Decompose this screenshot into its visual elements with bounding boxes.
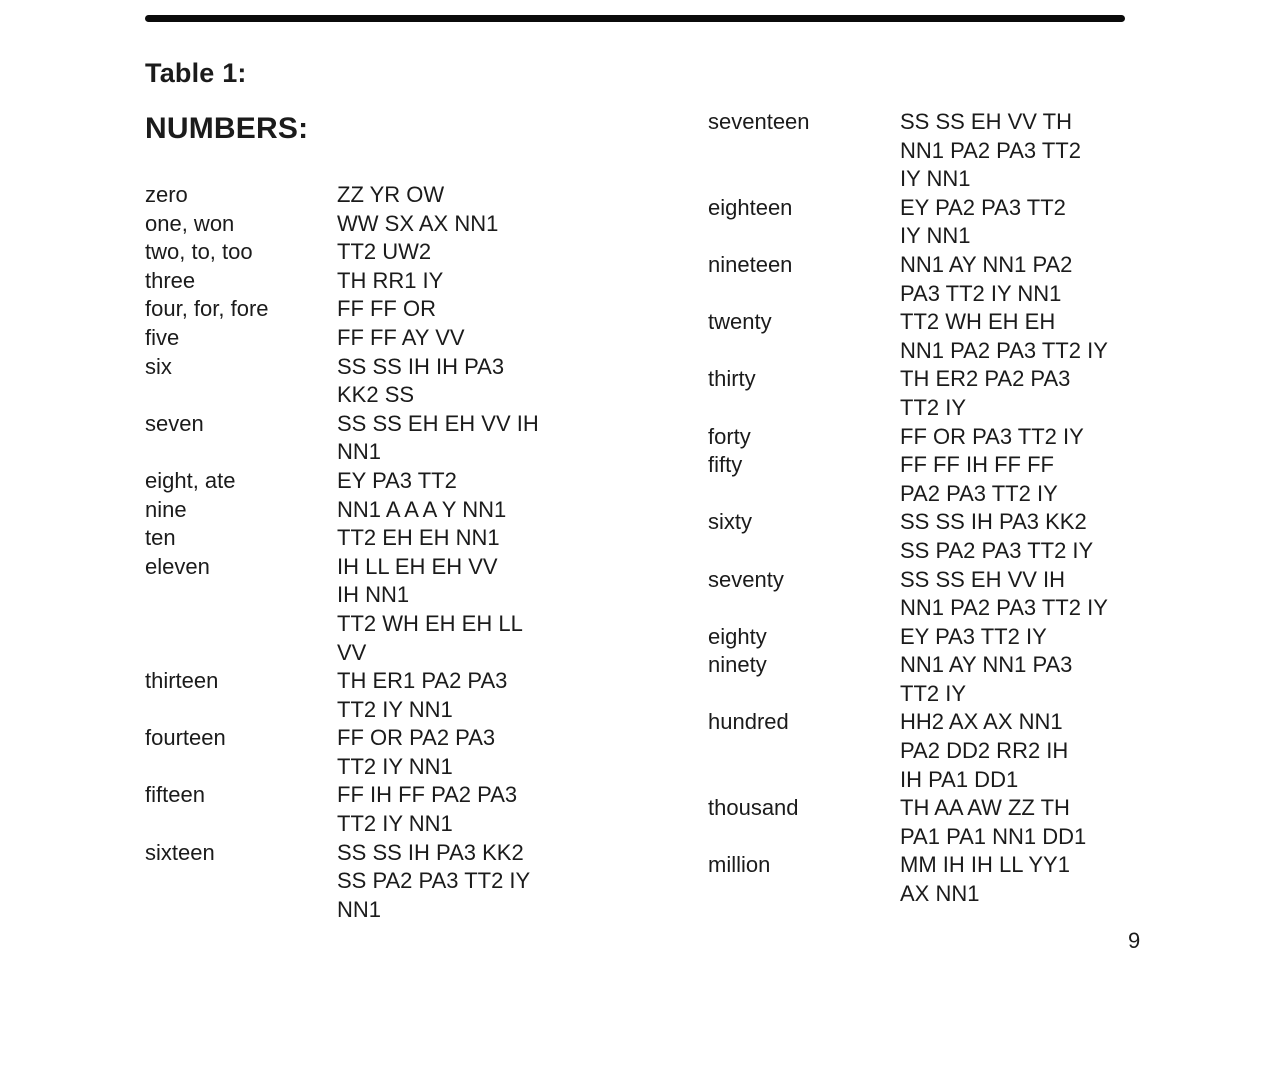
code-line: TT2 IY NN1 xyxy=(337,696,453,722)
entry-row xyxy=(145,295,585,324)
entry-row xyxy=(708,423,1158,452)
number-word: seven xyxy=(145,410,204,436)
code-line: NN1 xyxy=(337,439,382,465)
number-word: six xyxy=(145,353,172,379)
number-word: seventy xyxy=(708,566,784,592)
allophone-code xyxy=(900,423,1084,452)
code-line: PA3 TT2 IY NN1 xyxy=(900,280,1062,306)
number-word: twenty xyxy=(708,309,772,335)
allophone-code xyxy=(337,553,498,610)
entry-row xyxy=(145,324,585,353)
entry-row xyxy=(708,708,1158,794)
code-line: FF IH FF PA2 PA3 xyxy=(337,782,518,808)
allophone-code xyxy=(900,194,1066,251)
page-number: 9 xyxy=(1128,928,1141,953)
number-word: two, to, too xyxy=(145,239,253,265)
code-line: SS SS EH VV TH xyxy=(900,109,1072,134)
number-word: ten xyxy=(145,525,176,551)
code-line: ZZ YR OW xyxy=(337,182,445,207)
number-word: nine xyxy=(145,496,187,522)
entry-row xyxy=(708,251,1158,308)
entry-row xyxy=(145,181,585,210)
code-line: IY NN1 xyxy=(900,166,971,192)
code-line: PA2 DD2 RR2 IH xyxy=(900,738,1069,764)
allophone-code xyxy=(337,238,431,267)
code-line: FF FF AY VV xyxy=(337,324,465,350)
allophone-code xyxy=(337,610,523,667)
allophone-code xyxy=(900,508,1093,565)
number-word: eighteen xyxy=(708,194,793,220)
allophone-code xyxy=(900,566,1108,623)
allophone-code xyxy=(900,623,1047,652)
allophone-code xyxy=(337,724,495,781)
number-word: zero xyxy=(145,182,188,207)
entry-row xyxy=(708,508,1158,565)
code-line: NN1 A A A Y NN1 xyxy=(337,496,507,522)
code-line: TT2 WH EH EH LL xyxy=(337,610,523,636)
code-line: SS SS EH VV IH xyxy=(900,566,1066,592)
code-line: VV xyxy=(337,639,367,665)
entry-row xyxy=(145,238,585,267)
entry-row xyxy=(145,410,585,467)
code-line: IH LL EH EH VV xyxy=(337,553,498,579)
allophone-code xyxy=(337,181,444,210)
number-word: sixteen xyxy=(145,839,215,865)
number-word: five xyxy=(145,324,180,350)
code-line: IY NN1 xyxy=(900,223,971,249)
code-line: SS SS EH EH VV IH xyxy=(337,410,539,436)
code-line: SS SS IH IH PA3 xyxy=(337,353,505,379)
allophone-code xyxy=(900,251,1072,308)
code-line: WW SX AX NN1 xyxy=(337,210,499,236)
allophone-code xyxy=(900,651,1072,708)
number-word: thirteen xyxy=(145,668,219,694)
number-word: seventeen xyxy=(708,109,810,134)
code-line: HH2 AX AX NN1 xyxy=(900,709,1063,735)
allophone-code xyxy=(337,496,506,525)
entry-row xyxy=(145,839,585,925)
allophone-code xyxy=(337,467,457,496)
code-line: EY PA2 PA3 TT2 xyxy=(900,194,1066,220)
entry-row xyxy=(145,496,585,525)
entry-row xyxy=(145,267,585,296)
number-word: nineteen xyxy=(708,251,793,277)
allophone-code xyxy=(337,353,504,410)
allophone-code xyxy=(337,781,517,838)
entry-row xyxy=(145,781,585,838)
code-line: TH RR1 IY xyxy=(337,267,444,293)
entry-row xyxy=(708,566,1158,623)
code-line: TT2 IY NN1 xyxy=(337,811,453,837)
entry-row xyxy=(145,553,585,610)
entry-row xyxy=(708,365,1158,422)
number-word: eleven xyxy=(145,553,210,579)
entry-row xyxy=(145,667,585,724)
allophone-code xyxy=(900,851,1070,908)
entry-row xyxy=(708,451,1158,508)
number-word: four, for, fore xyxy=(145,296,269,322)
allophone-code xyxy=(900,365,1070,422)
entry-row xyxy=(145,724,585,781)
code-line: IH PA1 DD1 xyxy=(900,766,1019,792)
right-column xyxy=(708,108,1158,909)
code-line: PA1 PA1 NN1 DD1 xyxy=(900,823,1087,849)
code-line: IH NN1 xyxy=(337,582,410,608)
entry-row xyxy=(708,308,1158,365)
code-line: FF FF IH FF FF xyxy=(900,452,1054,478)
number-word: sixty xyxy=(708,509,752,535)
code-line: TT2 IY xyxy=(900,394,967,420)
entry-row xyxy=(145,524,585,553)
number-word: fifteen xyxy=(145,782,205,808)
code-line: PA2 PA3 TT2 IY xyxy=(900,480,1058,506)
code-line: TH ER2 PA2 PA3 xyxy=(900,366,1071,392)
allophone-code xyxy=(337,295,436,324)
number-word: fifty xyxy=(708,452,743,478)
number-word: one, won xyxy=(145,210,235,236)
code-line: SS SS IH PA3 KK2 xyxy=(900,509,1087,535)
entry-row xyxy=(708,108,1158,194)
code-line: KK2 SS xyxy=(337,382,415,408)
code-line: NN1 PA2 PA3 TT2 IY xyxy=(900,337,1108,363)
code-line: AX NN1 xyxy=(900,881,980,907)
code-line: NN1 PA2 PA3 TT2 IY xyxy=(900,595,1108,621)
code-line: TT2 WH EH EH xyxy=(900,309,1056,335)
entry-row xyxy=(145,353,585,410)
code-line: NN1 xyxy=(337,896,382,922)
number-word: forty xyxy=(708,423,751,449)
allophone-code xyxy=(337,410,539,467)
allophone-code xyxy=(900,451,1058,508)
code-line: FF OR PA2 PA3 xyxy=(337,725,496,751)
entry-row xyxy=(708,794,1158,851)
allophone-code xyxy=(337,267,443,296)
allophone-code xyxy=(337,667,507,724)
entry-row xyxy=(145,610,585,667)
number-word: million xyxy=(708,852,771,878)
code-line: TT2 IY NN1 xyxy=(337,753,453,779)
code-line: SS SS IH PA3 KK2 xyxy=(337,839,524,865)
allophone-code xyxy=(337,839,530,925)
number-word: hundred xyxy=(708,709,789,735)
page-title: NUMBERS: xyxy=(145,112,309,145)
table-label: Table 1: xyxy=(145,58,247,88)
allophone-code xyxy=(900,108,1081,194)
code-line: TH AA AW ZZ TH xyxy=(900,795,1070,821)
entry-row xyxy=(708,194,1158,251)
number-word: eight, ate xyxy=(145,467,236,493)
entry-row xyxy=(145,210,585,239)
code-line: NN1 AY NN1 PA2 xyxy=(900,251,1073,277)
entry-row xyxy=(708,851,1158,908)
allophone-code xyxy=(337,324,465,353)
allophone-code xyxy=(900,794,1086,851)
code-line: EY PA3 TT2 IY xyxy=(900,623,1047,649)
number-word: fourteen xyxy=(145,725,226,751)
number-word: ninety xyxy=(708,652,767,678)
code-line: TH ER1 PA2 PA3 xyxy=(337,668,508,694)
code-line: MM IH IH LL YY1 xyxy=(900,852,1070,878)
code-line: NN1 AY NN1 PA3 xyxy=(900,652,1073,678)
entry-row xyxy=(145,467,585,496)
entry-row xyxy=(708,623,1158,652)
code-line: TT2 UW2 xyxy=(337,239,432,265)
allophone-code xyxy=(337,210,498,239)
code-line: FF OR PA3 TT2 IY xyxy=(900,423,1084,449)
code-line: EY PA3 TT2 xyxy=(337,467,457,493)
entry-row xyxy=(708,651,1158,708)
number-word: thirty xyxy=(708,366,756,392)
number-word: thousand xyxy=(708,795,799,821)
number-word: three xyxy=(145,267,196,293)
allophone-code xyxy=(900,308,1108,365)
top-horizontal-rule xyxy=(145,15,1125,22)
allophone-code xyxy=(900,708,1068,794)
code-line: TT2 EH EH NN1 xyxy=(337,525,500,551)
code-line: SS PA2 PA3 TT2 IY xyxy=(337,868,531,894)
allophone-code xyxy=(337,524,500,553)
code-line: TT2 IY xyxy=(900,680,967,706)
number-word: eighty xyxy=(708,623,767,649)
code-line: NN1 PA2 PA3 TT2 xyxy=(900,137,1081,163)
code-line: FF FF OR xyxy=(337,296,436,322)
left-column xyxy=(145,181,585,924)
code-line: SS PA2 PA3 TT2 IY xyxy=(900,537,1094,563)
